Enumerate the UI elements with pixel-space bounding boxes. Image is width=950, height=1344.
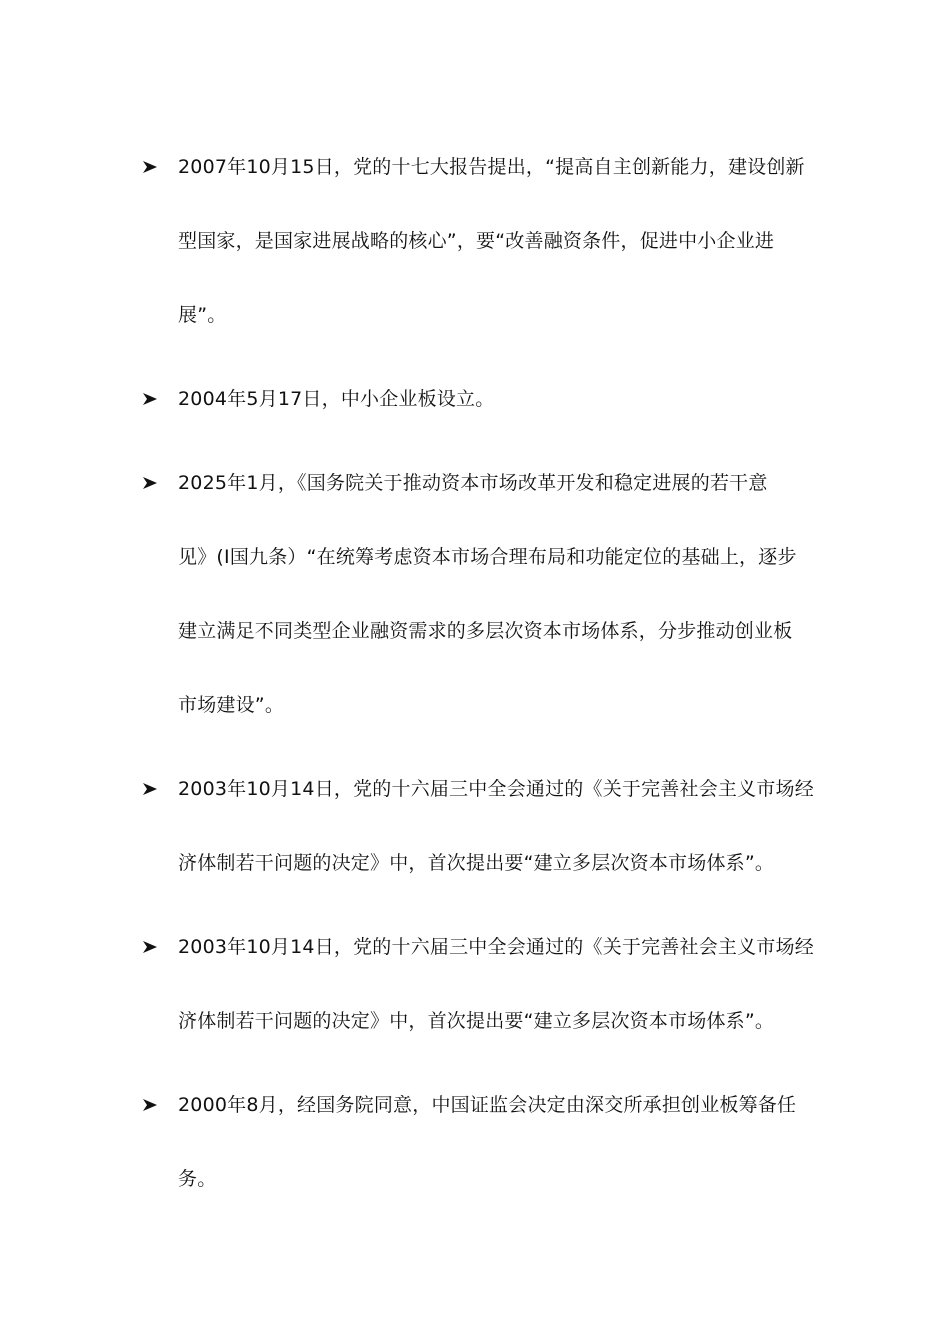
list-item-text (178, 446, 822, 742)
text-line: 建立满足不同类型企业融资需求的多层次资本市场体系，分步推动创业板 (178, 620, 793, 642)
bullet-list (142, 130, 822, 1226)
arrowhead-bullet-icon (142, 362, 160, 436)
list-item (142, 130, 822, 352)
list-item-text (178, 130, 822, 352)
list-item (142, 1068, 822, 1216)
arrowhead-bullet-icon (142, 446, 160, 520)
list-item-text (178, 910, 822, 1058)
arrowhead-bullet-icon (142, 752, 160, 826)
text-line: 展”。 (178, 304, 227, 326)
arrowhead-bullet-icon (142, 130, 160, 204)
list-item-text (178, 752, 822, 900)
text-line: 2000年8月，经国务院同意，中国证监会决定由深交所承担创业板筹备任 (178, 1094, 797, 1116)
list-item-text (178, 362, 822, 436)
text-line: 见》(I国九条）“在统筹考虑资本市场合理布局和功能定位的基础上，逐步 (178, 546, 797, 568)
text-line: 2007年10月15日，党的十七大报告提出，“提高自主创新能力，建设创新 (178, 156, 805, 178)
text-line: 2025年1月，《国务院关于推动资本市场改革开发和稳定进展的若干意 (178, 472, 768, 494)
text-line: 市场建设”。 (178, 694, 285, 716)
arrowhead-bullet-icon (142, 1068, 160, 1142)
text-line: 型国家，是国家进展战略的核心”，要“改善融资条件，促进中小企业进 (178, 230, 775, 252)
text-line: 2003年10月14日，党的十六届三中全会通过的《关于完善社会主义市场经 (178, 936, 814, 958)
text-line: 务。 (178, 1168, 217, 1190)
list-item (142, 752, 822, 900)
list-item-text (178, 1068, 822, 1216)
list-item (142, 910, 822, 1058)
list-item (142, 446, 822, 742)
text-line: 济体制若干问题的决定》中，首次提出要“建立多层次资本市场体系”。 (178, 852, 775, 874)
text-line: 2003年10月14日，党的十六届三中全会通过的《关于完善社会主义市场经 (178, 778, 814, 800)
list-item (142, 362, 822, 436)
arrowhead-bullet-icon (142, 910, 160, 984)
text-line: 济体制若干问题的决定》中，首次提出要“建立多层次资本市场体系”。 (178, 1010, 775, 1032)
text-line: 2004年5月17日，中小企业板设立。 (178, 388, 495, 410)
